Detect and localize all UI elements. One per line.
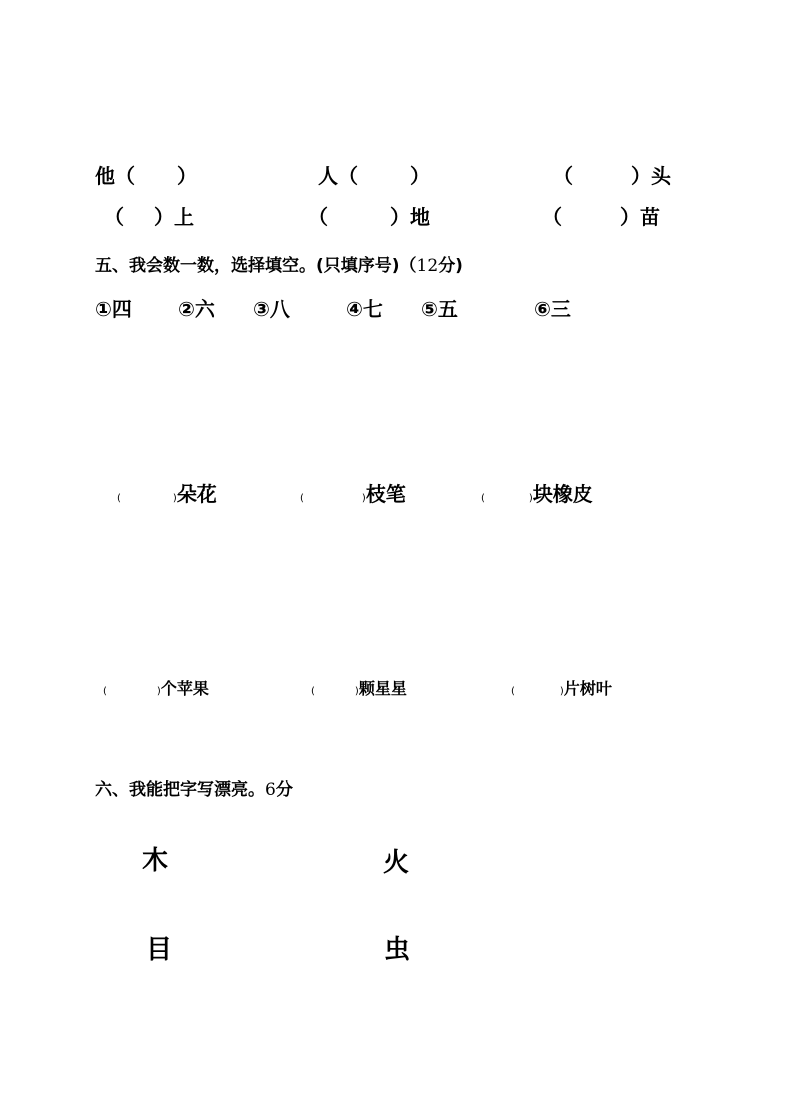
option-5: ⑤五 [421, 297, 458, 321]
paren-open: ( [511, 686, 515, 697]
fill-item-ren [318, 160, 430, 189]
section-six-title [95, 775, 293, 800]
practice-char-mu-eye: 目 [146, 935, 173, 965]
section-five-points: 12 [416, 256, 439, 276]
section-five-title-text: 五、我会数一数，选择填空。(只填序号)（ [95, 256, 417, 276]
paren-close: ) [361, 493, 366, 504]
option-2: ②六 [178, 297, 215, 321]
option-6: ⑥三 [534, 297, 571, 321]
paren-open: ( [103, 686, 107, 697]
count-item-leaves [511, 676, 612, 699]
fill-item-after: ） [177, 164, 197, 188]
count-item-label: 朵花 [176, 482, 217, 506]
fill-item-after: ）上 [154, 205, 194, 229]
paren-close: ) [354, 686, 359, 697]
fill-item-after: ）苗 [620, 205, 660, 229]
fill-item-ta [95, 160, 197, 189]
paren-close: ) [172, 493, 177, 504]
paren-close: ) [528, 493, 533, 504]
fill-item-before: （ [542, 205, 562, 229]
practice-char-huo: 火 [383, 848, 410, 878]
fill-item-after: ） [410, 164, 430, 188]
count-item-pens [300, 478, 406, 507]
count-item-label: 块橡皮 [532, 482, 593, 506]
fill-item-before: 他（ [95, 164, 135, 188]
count-item-label: 片树叶 [563, 679, 612, 698]
section-six-points: 6 [265, 780, 276, 800]
fill-item-after: ）头 [631, 164, 671, 188]
fill-item-di [308, 201, 430, 230]
fill-item-tou [553, 160, 671, 189]
fill-item-before: （ [104, 205, 124, 229]
count-item-label: 枝笔 [365, 482, 406, 506]
fill-item-shang [104, 201, 194, 230]
fill-item-before: 人（ [318, 164, 358, 188]
count-item-flowers [117, 478, 217, 507]
practice-char-mu: 木 [142, 846, 169, 876]
count-item-apples [103, 676, 209, 699]
section-five-points-suffix: 分) [438, 256, 463, 276]
count-item-label: 个苹果 [160, 679, 209, 698]
paren-close: ) [156, 686, 161, 697]
fill-item-miao [542, 201, 660, 230]
option-4: ④七 [346, 297, 383, 321]
option-1: ①四 [95, 297, 132, 321]
paren-open: ( [117, 493, 121, 504]
option-3: ③八 [253, 297, 290, 321]
section-six-points-suffix: 分 [275, 780, 293, 800]
paren-open: ( [481, 493, 485, 504]
paren-open: ( [300, 493, 304, 504]
count-item-erasers [481, 478, 593, 507]
paren-open: ( [311, 686, 315, 697]
fill-item-after: ）地 [390, 205, 430, 229]
fill-item-before: （ [553, 164, 573, 188]
section-five-title [95, 251, 463, 276]
fill-item-before: （ [308, 205, 328, 229]
paren-close: ) [559, 686, 564, 697]
count-item-stars [311, 676, 407, 699]
practice-char-chong: 虫 [384, 935, 411, 965]
count-item-label: 颗星星 [358, 679, 407, 698]
section-six-title-text: 六、我能把字写漂亮。 [95, 780, 265, 800]
